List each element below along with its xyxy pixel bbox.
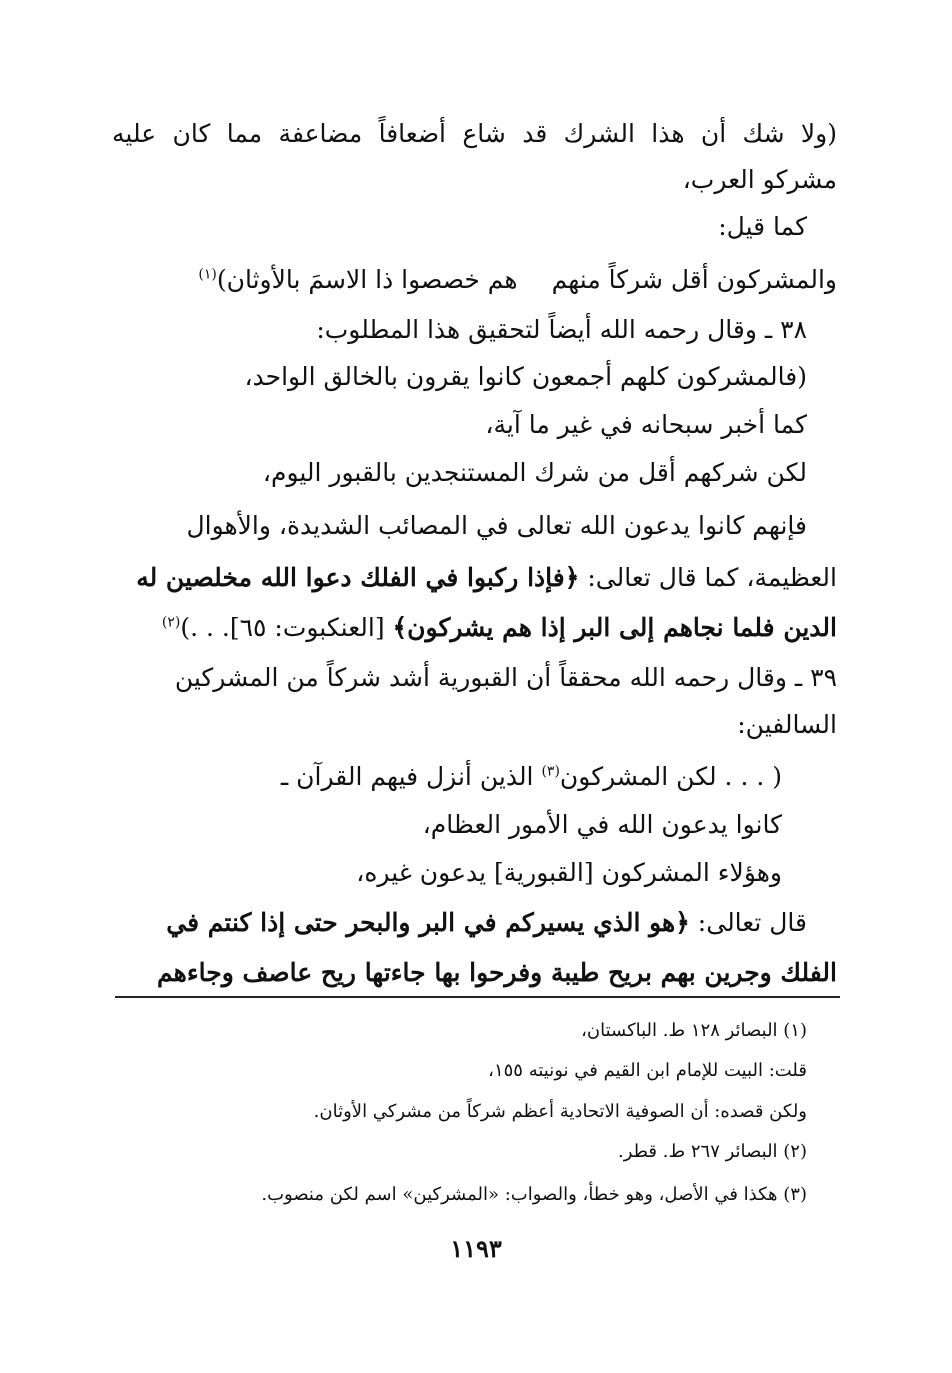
footnote-ref: (١) xyxy=(198,266,217,283)
text-line: وهؤلاء المشركون [القبورية] يدعون غيره، xyxy=(356,858,782,887)
footnote: قلت: البيت للإمام ابن القيم في نونيته ١٥٥، xyxy=(488,1060,807,1081)
text-line: ٣٨ ـ وقال رحمه الله أيضاً لتحقيق هذا المطلوب: xyxy=(316,315,807,344)
text-line: لكن شركهم أقل من شرك المستنجدين بالقبور اليوم، xyxy=(262,458,807,487)
page-number: ١١٩٣ xyxy=(450,1234,502,1263)
text-line: كما قيل: xyxy=(718,212,807,241)
text-line: السالفين: xyxy=(737,710,837,739)
text-line: (ولا شك أن هذا الشرك قد شاع أضعافاً مضاعفة مما كان عليه xyxy=(112,119,837,148)
text-line: كما أخبر سبحانه في غير ما آية، xyxy=(485,410,807,439)
footnote-ref: (٢) xyxy=(161,614,181,631)
verse-second-hemistich: هم خصصوا ذا الاسمَ بالأوثان)$^{(١)}$ xyxy=(198,265,518,294)
text-line: الدين فلما نجاهم إلى البر إذا هم يشركون﴾ [العنكبوت: ٦٥]. . .)$^{(٢)}$ xyxy=(161,613,837,642)
text-line: قال تعالى: ﴿هو الذي يسيركم في البر والبحر حتى إذا كنتم في xyxy=(166,908,807,937)
text-line: فإنهم كانوا يدعون الله تعالى في المصائب الشديدة، والأهوال xyxy=(186,511,807,540)
footnote-separator xyxy=(115,996,840,998)
footnote: ولكن قصده: أن الصوفية الاتحادية أعظم شركاً من مشركي الأوثان. xyxy=(313,1101,807,1122)
text-line: العظيمة، كما قال تعالى: ﴿فإذا ركبوا في الفلك دعوا الله مخلصين له xyxy=(136,563,837,592)
footnote: (٣) هكذا في الأصل، وهو خطأ، والصواب: «المشركين» اسم لكن منصوب. xyxy=(261,1184,807,1205)
text-line: (فالمشركون كلهم أجمعون كانوا يقرون بالخالق الواحد، xyxy=(244,362,807,391)
quran-verse: الدين فلما نجاهم إلى البر إذا هم يشركون﴾ xyxy=(392,613,837,642)
text-line: ( . . . لكن المشركون$^{(٣)}$ الذين أنزل فيهم القرآن ـ xyxy=(280,762,782,791)
text-line: ٣٩ ـ وقال رحمه الله محققاً أن القبورية أشد شركاً من المشركين xyxy=(174,663,837,692)
text-line: كانوا يدعون الله في الأمور العظام، xyxy=(422,810,782,839)
quran-verse: ﴿هو الذي يسيركم في البر والبحر حتى إذا كنتم في xyxy=(166,908,690,937)
footnote: (١) البصائر ١٢٨ ط. الباكستان، xyxy=(581,1020,807,1041)
verse-first-hemistich: والمشركون أقل شركاً منهم xyxy=(551,265,837,294)
footnote: (٢) البصائر ٢٦٧ ط. قطر. xyxy=(618,1141,807,1162)
text-line: مشركو العرب، xyxy=(682,165,837,194)
quran-verse: ﴿فإذا ركبوا في الفلك دعوا الله مخلصين له xyxy=(136,563,580,592)
poetry-verse xyxy=(112,260,837,300)
footnote-ref: (٣) xyxy=(541,763,560,780)
quran-verse: الفلك وجرين بهم بريح طيبة وفرحوا بها جاءتها ريح عاصف وجاءهم xyxy=(157,958,837,987)
